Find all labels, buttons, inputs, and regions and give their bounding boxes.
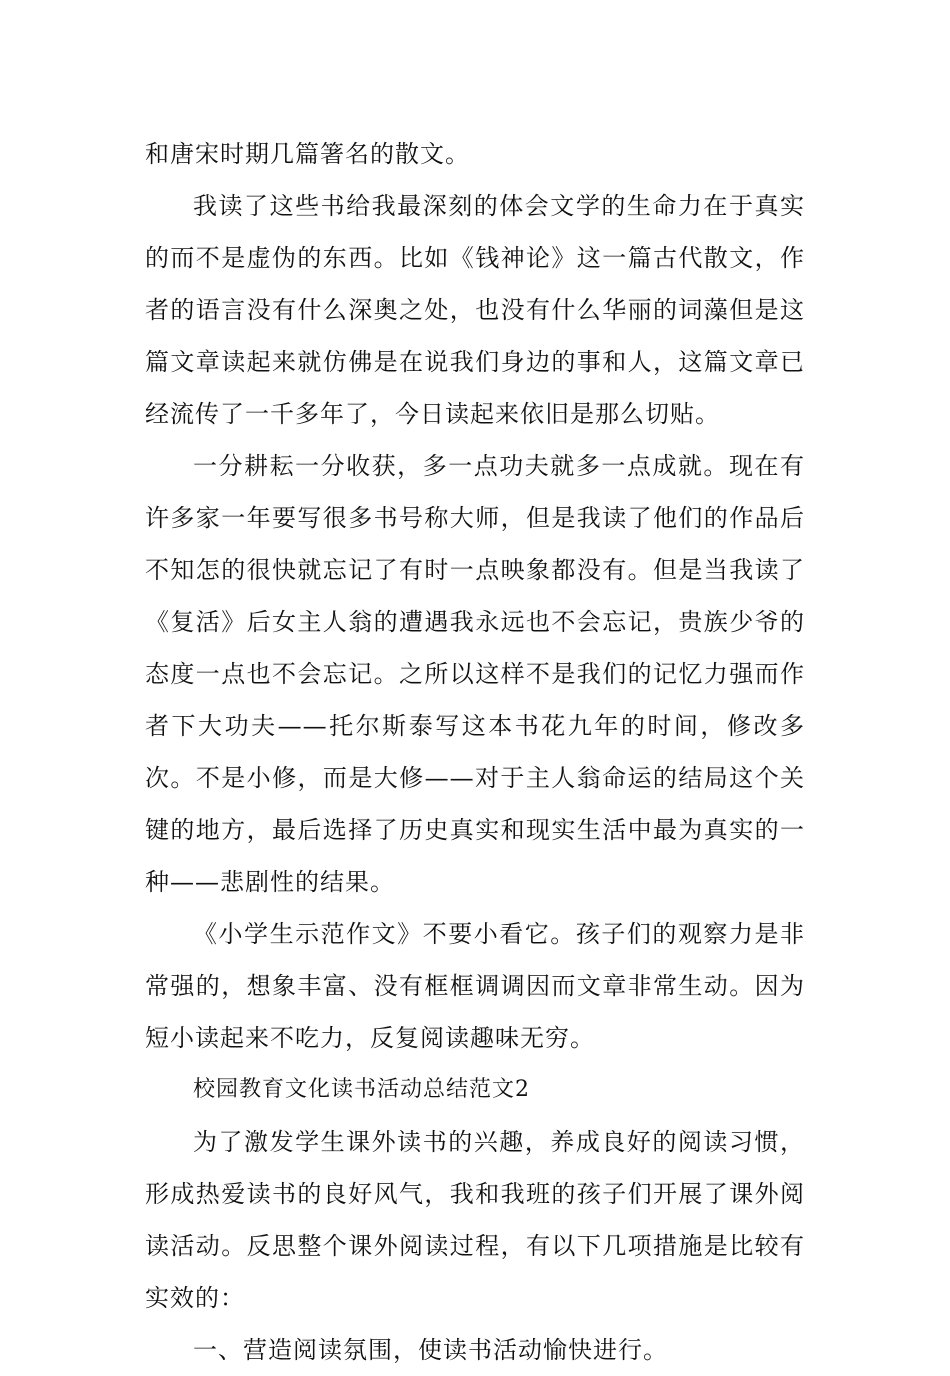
paragraph-activity-intro: 为了激发学生课外读书的兴趣，养成良好的阅读习惯，形成热爱读书的良好风气，我和我班的孩子们开展了课外阅读活动。反思整个课外阅读过程，有以下几项措施是比较有实效的：	[145, 1128, 805, 1312]
paragraph-reading-insight: 我读了这些书给我最深刻的体会文学的生命力在于真实的而不是虚伪的东西。比如《钱神论》这一篇古代散文，作者的语言没有什么深奥之处，也没有什么华丽的词藻但是这篇文章读起来就仿佛是在说我们身边的事和人，这篇文章已经流传了一千多年了，今日读起来依旧是那么切贴。	[145, 192, 805, 428]
paragraph-effort: 一分耕耘一分收获，多一点功夫就多一点成就。现在有许多家一年要写很多书号称大师，但是我读了他们的作品后不知怎的很快就忘记了有时一点映象都没有。但是当我读了《复活》后女主人翁的遭遇我永远也不会忘记，贵族少爷的态度一点也不会忘记。之所以这样不是我们的记忆力强而作者下大功夫——托尔斯泰写这本书花九年的时间，修改多次。不是小修，而是大修——对于主人翁命运的结局这个关键的地方，最后选择了历史真实和现实生活中最为真实的一种——悲剧性的结果。	[145, 452, 805, 896]
paragraph-model-essays: 《小学生示范作文》不要小看它。孩子们的观察力是非常强的，想象丰富、没有框框调调因而文章非常生动。因为短小读起来不吃力，反复阅读趣味无穷。	[145, 920, 805, 1052]
paragraph-measure-one: 一、营造阅读氛围，使读书活动愉快进行。	[193, 1336, 668, 1364]
section-heading: 校园教育文化读书活动总结范文2	[193, 1077, 530, 1102]
body-text	[145, 128, 805, 1376]
paragraph-continuation: 和唐宋时期几篇箸名的散文。	[145, 140, 470, 168]
